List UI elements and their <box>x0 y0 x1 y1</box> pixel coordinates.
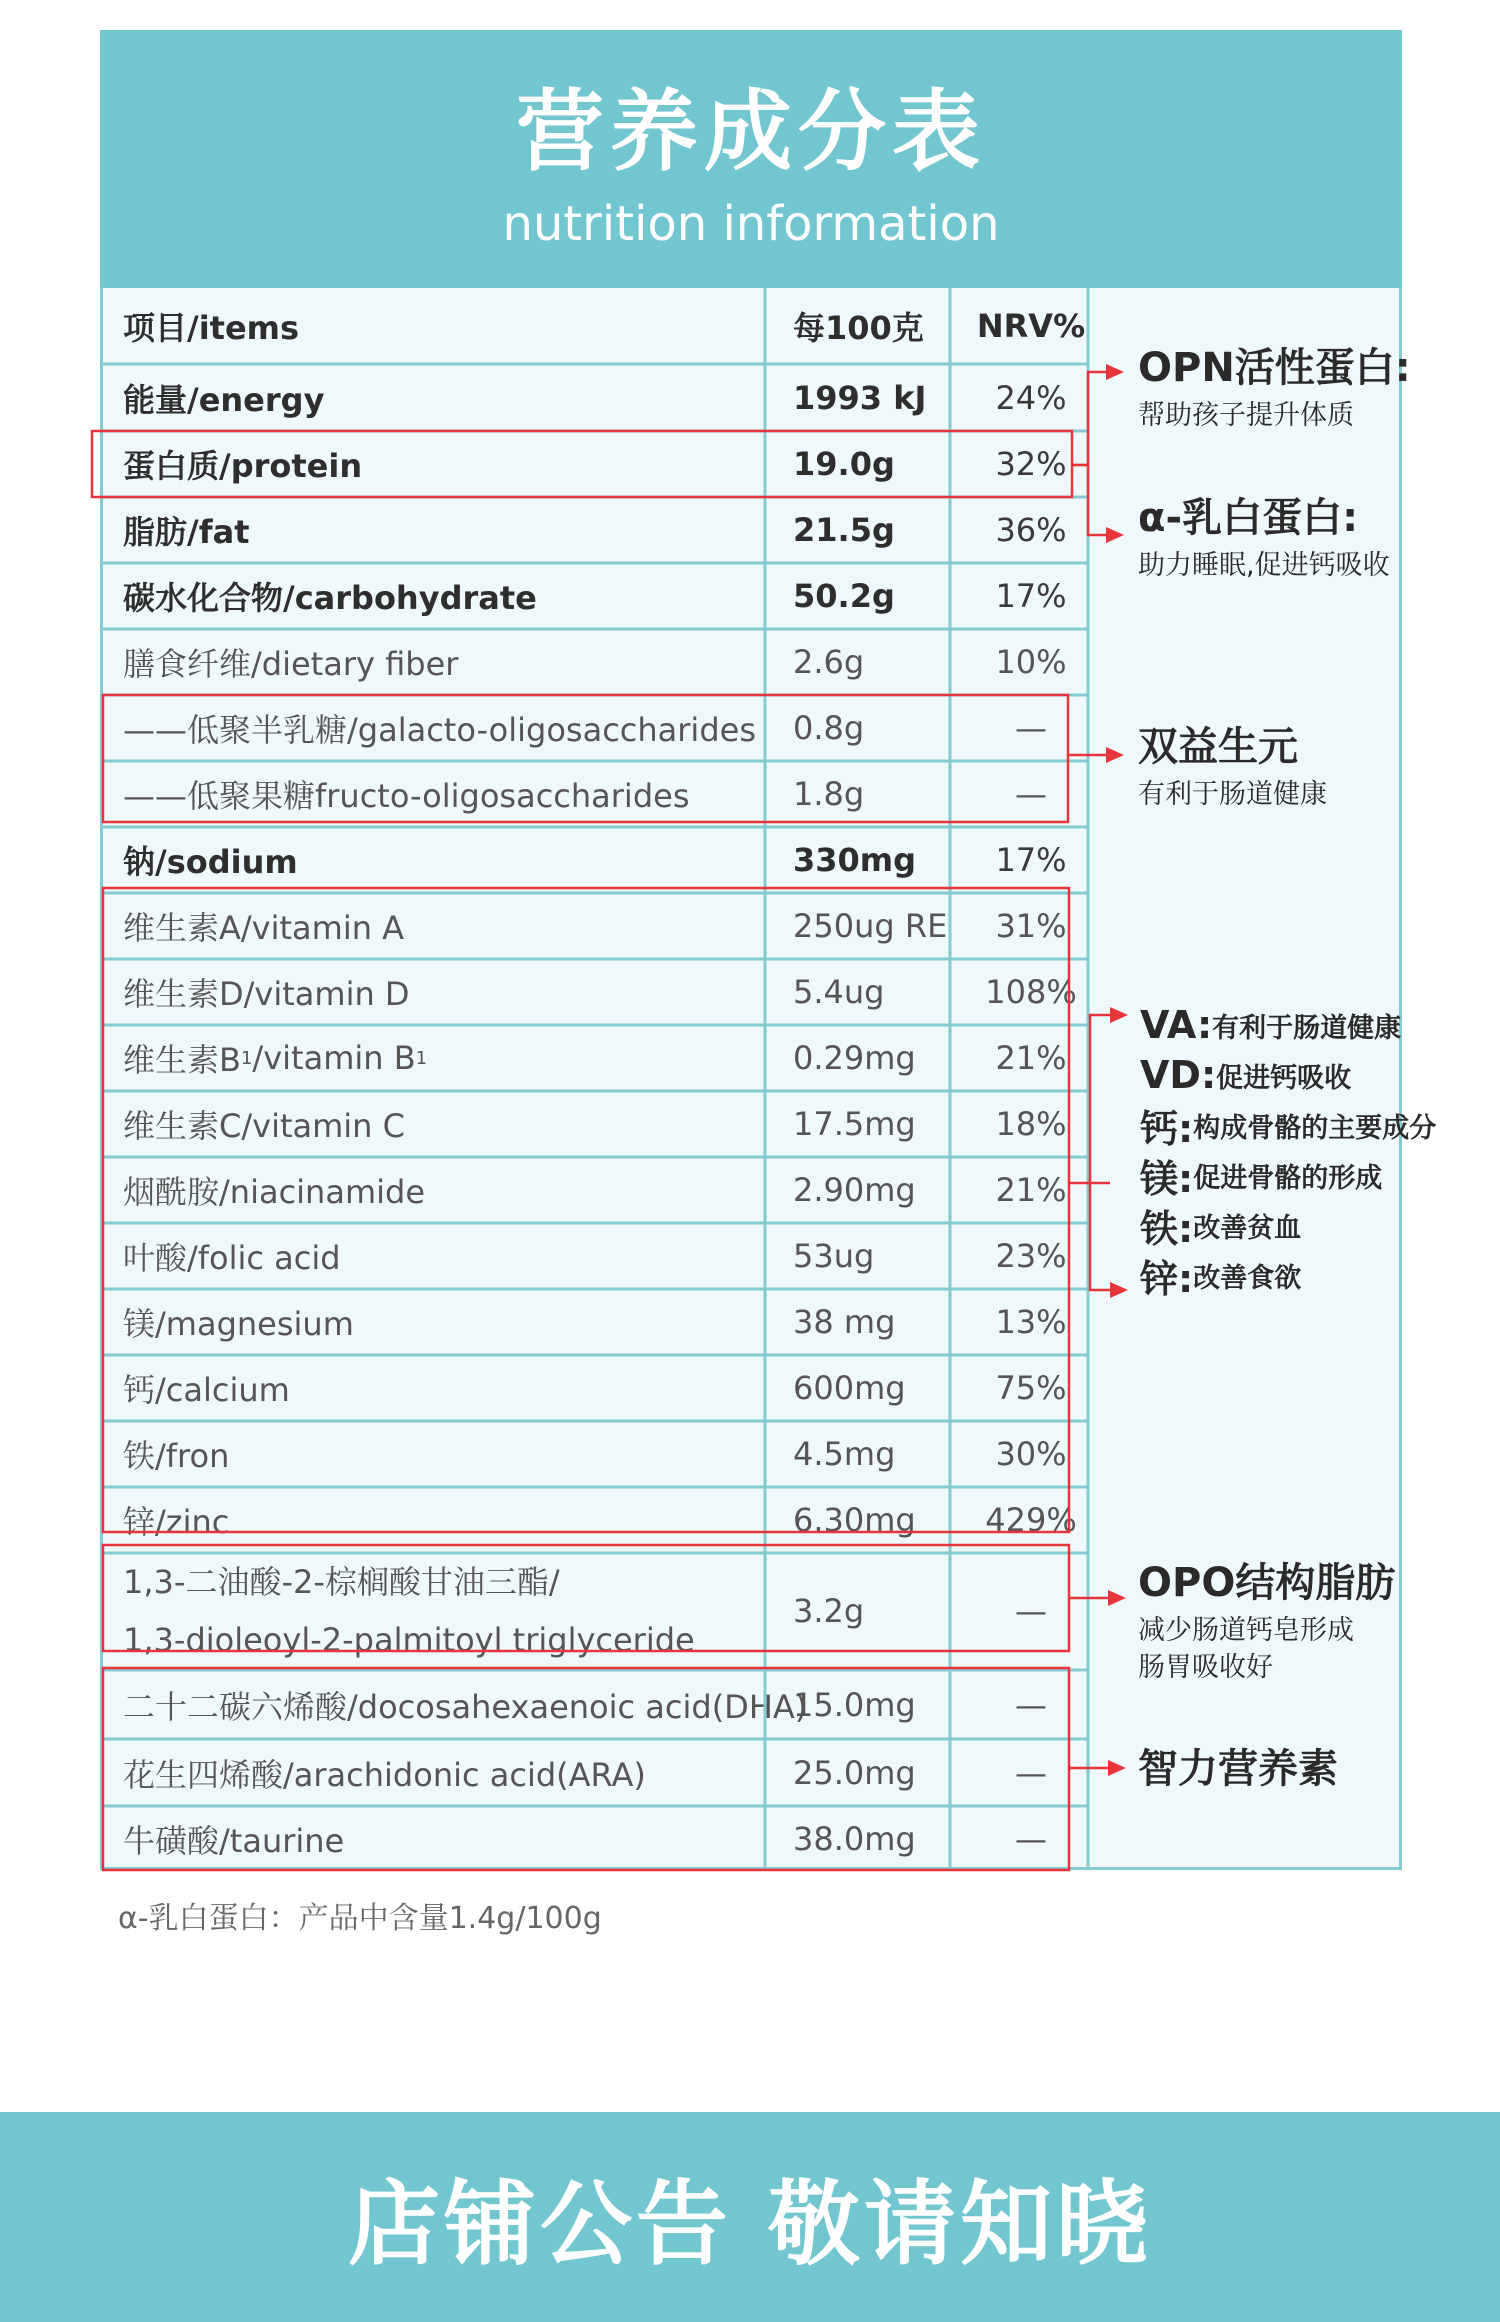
row-item: 烟酰胺/niacinamide <box>123 1173 426 1211</box>
store-notice-banner: 店铺公告 敬请知晓 <box>0 2112 1500 2322</box>
row-value: 330mg <box>793 841 917 879</box>
table-row <box>103 894 1088 958</box>
table-row <box>103 1158 1088 1222</box>
table-row <box>103 1488 1088 1552</box>
annotation-desc: 促进骨骼的形成 <box>1193 1162 1383 1194</box>
list-item <box>1140 1200 1436 1250</box>
table-row <box>103 1422 1088 1486</box>
annotation-key: 镁: <box>1140 1156 1194 1201</box>
row-nrv: 21% <box>995 1039 1067 1077</box>
row-value: 1993 kJ <box>793 379 927 417</box>
list-item <box>1140 1050 1436 1100</box>
row-item-line2: 1,3-dioleoyl-2-palmitoyl triglyceride <box>123 1621 695 1659</box>
table-row <box>103 1740 1088 1806</box>
row-nrv: 18% <box>995 1105 1067 1143</box>
table-row <box>103 1554 1088 1668</box>
table-row <box>103 564 1088 628</box>
row-value: 3.2g <box>793 1592 865 1630</box>
page-subtitle: nutrition information <box>502 196 1000 252</box>
annotation-alpha-lactalbumin <box>1138 495 1390 581</box>
row-item: ——低聚半乳糖/galacto-oligosaccharides <box>123 711 756 749</box>
row-nrv: 13% <box>995 1303 1067 1341</box>
row-value: 15.0mg <box>793 1686 916 1724</box>
row-value: 250ug RE <box>793 907 948 945</box>
annotation-desc: 减少肠道钙皂形成 <box>1138 1615 1354 1646</box>
row-nrv: 21% <box>995 1171 1067 1209</box>
row-item: 钙/calcium <box>123 1371 290 1409</box>
row-item: 蛋白质/protein <box>123 447 363 485</box>
row-item: 锌/zinc <box>123 1503 230 1541</box>
table-row <box>103 1290 1088 1354</box>
annotation-key: 锌: <box>1140 1256 1194 1301</box>
row-nrv: 17% <box>995 577 1067 615</box>
row-item: 铁/fron <box>123 1437 230 1475</box>
row-value: 53ug <box>793 1237 875 1275</box>
row-value: 38 mg <box>793 1303 896 1341</box>
annotation-title: 双益生元 <box>1138 724 1298 770</box>
row-value: 50.2g <box>793 577 895 615</box>
table-row <box>103 1356 1088 1420</box>
annotation-title: α-乳白蛋白: <box>1138 495 1359 541</box>
row-value: 2.6g <box>793 643 865 681</box>
table-row <box>103 366 1088 430</box>
row-item: ——低聚果糖fructo-oligosaccharides <box>123 777 690 815</box>
row-value: 0.29mg <box>793 1039 916 1077</box>
row-nrv: — <box>1015 775 1047 813</box>
table-row <box>103 498 1088 562</box>
annotation-brain-nutrients <box>1138 1746 1338 1792</box>
row-nrv: — <box>1015 1592 1047 1630</box>
annotation-title: 智力营养素 <box>1138 1746 1338 1792</box>
row-nrv: 23% <box>995 1237 1067 1275</box>
row-value: 2.90mg <box>793 1171 916 1209</box>
column-header-per100g: 每100克 <box>793 309 924 347</box>
annotation-desc: 构成骨骼的主要成分 <box>1193 1112 1437 1144</box>
table-row <box>103 432 1088 496</box>
row-item: 能量/energy <box>123 381 325 419</box>
list-item <box>1140 1250 1436 1300</box>
row-nrv: 24% <box>995 379 1067 417</box>
row-value: 38.0mg <box>793 1820 916 1858</box>
row-nrv: 429% <box>985 1501 1077 1539</box>
table-row <box>103 1672 1088 1738</box>
row-item: 叶酸/folic acid <box>123 1239 341 1277</box>
page-title: 营养成分表 <box>515 80 986 183</box>
annotation-opo <box>1138 1560 1396 1683</box>
row-value: 600mg <box>793 1369 906 1407</box>
list-item <box>1140 1100 1436 1150</box>
annotation-title: OPN活性蛋白: <box>1138 345 1411 391</box>
row-nrv: 17% <box>995 841 1067 879</box>
column-header-items: 项目/items <box>123 309 300 347</box>
row-value: 5.4ug <box>793 973 885 1011</box>
row-item-subscript: 1 <box>240 1047 253 1069</box>
row-value: 21.5g <box>793 511 895 549</box>
row-nrv: — <box>1015 1686 1047 1724</box>
annotation-desc: 帮助孩子提升体质 <box>1138 400 1354 431</box>
row-value: 0.8g <box>793 709 865 747</box>
column-header-nrv: NRV% <box>976 307 1086 345</box>
row-nrv: 36% <box>995 511 1067 549</box>
row-item <box>123 1554 763 1668</box>
annotation-opn <box>1138 345 1411 431</box>
row-item: 牛磺酸/taurine <box>123 1822 345 1860</box>
row-nrv: 75% <box>995 1369 1067 1407</box>
row-nrv: 10% <box>995 643 1067 681</box>
row-item: 镁/magnesium <box>123 1305 354 1343</box>
row-item: 维生素A/vitamin A <box>123 909 405 947</box>
annotation-key: VD: <box>1140 1053 1217 1097</box>
table-header-row <box>103 290 1088 362</box>
row-value: 19.0g <box>793 445 895 483</box>
table-row <box>103 1224 1088 1288</box>
row-item: 脂肪/fat <box>123 513 250 551</box>
annotation-key: 铁: <box>1140 1206 1194 1251</box>
row-item-subscript: 1 <box>415 1047 428 1069</box>
row-item: 维生素C/vitamin C <box>123 1107 405 1145</box>
annotation-desc: 促进钙吸收 <box>1216 1062 1352 1094</box>
table-row <box>103 696 1088 760</box>
table-row <box>103 1808 1088 1870</box>
row-item: 钠/sodium <box>123 843 298 881</box>
annotation-desc: 改善食欲 <box>1193 1262 1302 1294</box>
annotation-desc: 有利于肠道健康 <box>1212 1012 1402 1044</box>
table-row <box>103 960 1088 1024</box>
table-row <box>103 828 1088 892</box>
row-nrv: — <box>1015 709 1047 747</box>
row-value: 17.5mg <box>793 1105 916 1143</box>
annotation-desc: 助力睡眠,促进钙吸收 <box>1138 550 1390 581</box>
annotation-key: 钙: <box>1140 1106 1194 1151</box>
row-nrv: 31% <box>995 907 1067 945</box>
row-item: 碳水化合物/carbohydrate <box>123 579 537 617</box>
row-nrv: — <box>1015 1820 1047 1858</box>
annotation-desc: 改善贫血 <box>1193 1212 1302 1244</box>
list-item <box>1140 1150 1436 1200</box>
footnote: α-乳白蛋白：产品中含量1.4g/100g <box>118 1901 602 1936</box>
row-item-mid: /vitamin B <box>252 1039 416 1077</box>
row-item: 膳食纤维/dietary fiber <box>123 645 459 683</box>
row-item: 花生四烯酸/arachidonic acid(ARA) <box>123 1756 646 1794</box>
row-value: 1.8g <box>793 775 865 813</box>
annotation-vitamins-minerals <box>1140 1000 1436 1300</box>
row-item: 维生素D/vitamin D <box>123 975 410 1013</box>
table-row <box>103 1092 1088 1156</box>
row-nrv: — <box>1015 1754 1047 1792</box>
annotation-title: OPO结构脂肪 <box>1138 1560 1396 1606</box>
table-row <box>103 1026 1088 1090</box>
list-item <box>1140 1000 1436 1050</box>
row-nrv: 32% <box>995 445 1067 483</box>
table-row <box>103 630 1088 694</box>
row-nrv: 30% <box>995 1435 1067 1473</box>
annotation-prebiotic <box>1138 724 1327 810</box>
row-value: 4.5mg <box>793 1435 896 1473</box>
row-item-prefix: 维生素B <box>123 1041 241 1079</box>
header-banner <box>100 30 1402 288</box>
annotation-desc: 肠胃吸收好 <box>1138 1652 1273 1683</box>
row-value: 6.30mg <box>793 1501 916 1539</box>
row-value: 25.0mg <box>793 1754 916 1792</box>
annotation-desc: 有利于肠道健康 <box>1138 779 1327 810</box>
row-nrv: 108% <box>985 973 1077 1011</box>
table-row <box>103 762 1088 826</box>
row-item-line1: 1,3-二油酸-2-棕榈酸甘油三酯/ <box>123 1563 560 1601</box>
row-item <box>123 1026 763 1090</box>
annotation-key: VA: <box>1140 1003 1213 1047</box>
row-item: 二十二碳六烯酸/docosahexaenoic acid(DHA) <box>123 1688 808 1726</box>
